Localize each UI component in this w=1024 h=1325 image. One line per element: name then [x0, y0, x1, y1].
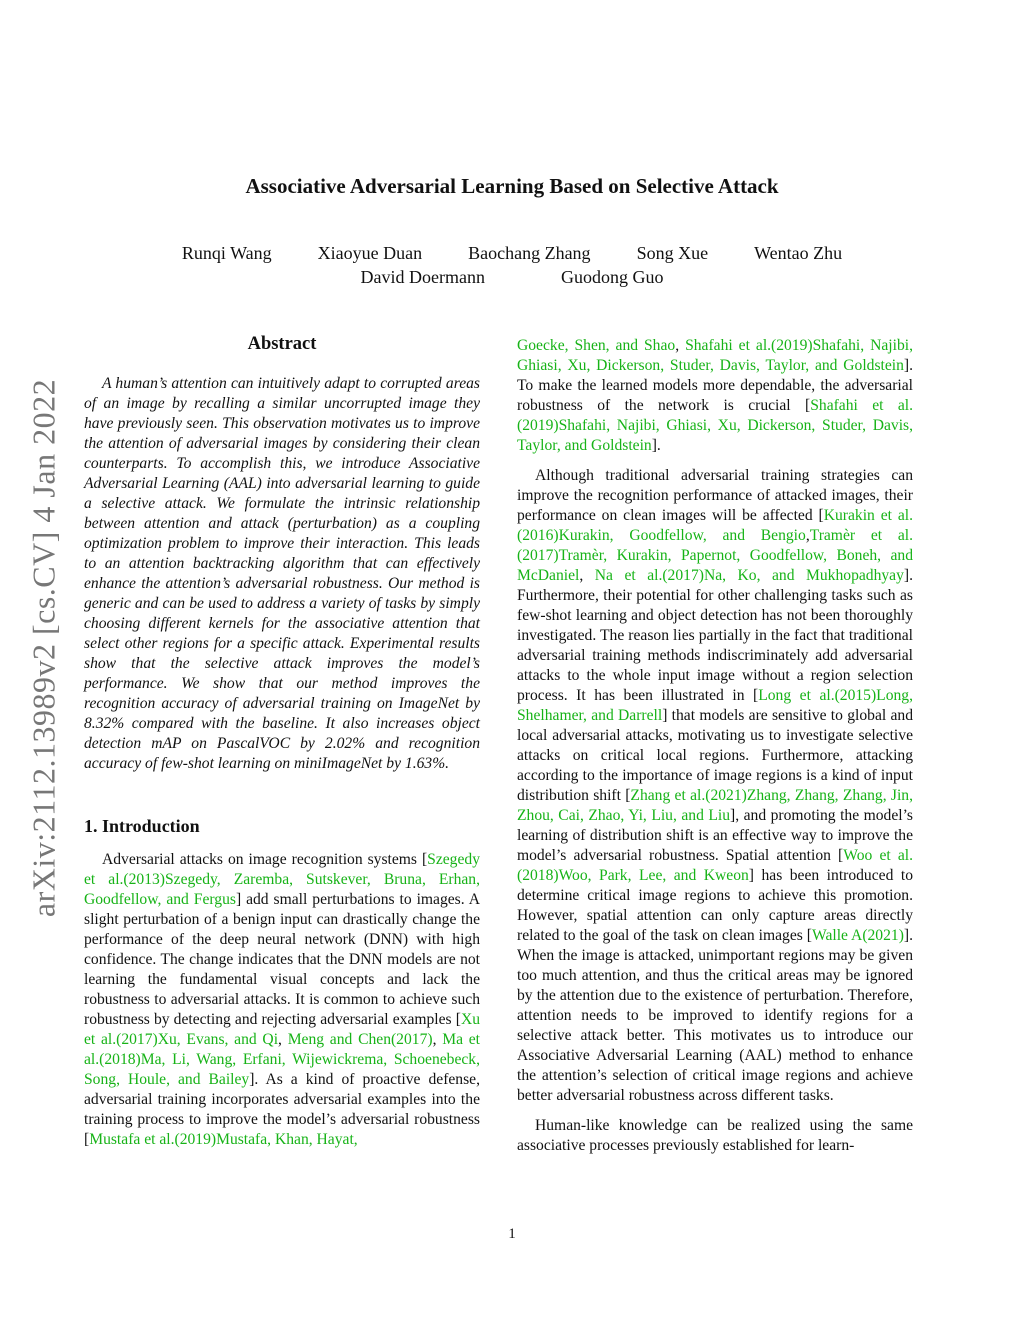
intro-paragraph [517, 466, 913, 1106]
author-name: David Doermann [360, 267, 485, 287]
citation-link[interactable]: Walle A(2021) [811, 927, 904, 944]
citation-link[interactable]: Tramèr et al.(2017)Tramèr, Kurakin, Papernot, Goodfellow, Boneh, and McDaniel [517, 527, 913, 584]
paragraph-text: ]. Furthermore, their potential for other challenging tasks such as few-shot learning and object detection has not been thoroughly investigated. The reason lies partially in the fact that traditional adversarial training methods indiscriminately add adversarial attacks to the whole input image without a region selection process. It has been illustrated in [ [517, 567, 913, 704]
author-name: Baochang Zhang [468, 243, 591, 263]
citation-link[interactable]: Ma et al.(2018)Ma, Li, Wang, Erfani, Wijewickrema, Schoenebeck, Song, Houle, and Bailey [84, 1031, 481, 1088]
paragraph-text: , [432, 1031, 443, 1048]
author-name: Wentao Zhu [754, 243, 843, 263]
abstract-heading: Abstract [247, 334, 317, 354]
left-column [84, 332, 480, 1160]
author-row [0, 265, 1024, 289]
author-row [0, 241, 1024, 265]
citation-link[interactable]: Shafahi et al.(2019)Shafahi, Najibi, Ghiasi, Xu, Dickerson, Studer, Davis, Taylor, and Goldstein [517, 397, 913, 454]
citation-link[interactable]: Shafahi et al.(2019)Shafahi, Najibi, Ghiasi, Xu, Dickerson, Studer, Davis, Taylor, and Goldstein [517, 337, 913, 374]
citation-link[interactable]: Na et al.(2017)Na, Ko, and Mukhopadhyay [594, 567, 904, 584]
paragraph-text: Although traditional adversarial training strategies can improve the recognition performance of attacked images, their performance on clean images will be affected [ [517, 467, 913, 524]
paragraph-text: Adversarial attacks on image recognition systems [ [102, 851, 428, 868]
paragraph-text: ]. [651, 437, 661, 454]
paper-title: Associative Adversarial Learning Based on Selective Attack [245, 174, 779, 198]
citation-link[interactable]: Woo et al.(2018)Woo, Park, Lee, and Kweon [517, 847, 914, 884]
abstract-body: A human’s attention can intuitively adapt to corrupted areas of an image by recalling a similar uncorrupted image they have previously seen. This observation motivates us to improve the attention of adversarial images by considering their clean counterparts. To accomplish this, we introduce Associative Adversarial Learning (AAL) into adversarial learning to guide a selective attack. We formulate the intrinsic relationship between attention and attack (perturbation) as a coupling optimization problem to improve their interaction. This leads to an attention backtracking algorithm that can effectively enhance the attention’s adversarial robustness. Our method is generic and can be used to address a variety of tasks by simply choosing different kernels for the associative attention that select other regions for a specific attack. Experimental results show that the selective attack improves the model’s performance. We show that our method improves the recognition accuracy of adversarial training on ImageNet by 8.32% compared with the baseline. It also increases object detection mAP on PascalVOC by 2.02% and recognition accuracy of few-shot learning on miniImageNet by 1.63%. [84, 375, 480, 772]
author-name: Runqi Wang [181, 243, 272, 263]
citation-link[interactable]: Zhang et al.(2021)Zhang, Zhang, Zhang, Jin, Zhou, Cai, Zhao, Yi, Liu, and Liu [517, 787, 913, 824]
author-name: Xiaoyue Duan [317, 243, 423, 263]
citation-link[interactable]: Meng and Chen(2017) [287, 1031, 433, 1048]
author-name: Guodong Guo [560, 267, 664, 287]
paragraph-text: ]. To make the learned models more dependable, the adversarial robustness of the network is crucial [ [517, 357, 913, 414]
intro-paragraph-continued [517, 336, 913, 456]
paragraph-text: , [278, 1031, 288, 1048]
intro-paragraph [517, 1116, 913, 1156]
citation-link[interactable]: Mustafa et al.(2019)Mustafa, Khan, Hayat, [89, 1131, 358, 1148]
paragraph-text: ], and promoting the model’s learning of distribution shift is an effective way to improve the model’s adversarial robustness. Spatial attention [ [517, 807, 913, 864]
citation-link[interactable]: Xu et al.(2017)Xu, Evans, and Qi [84, 1011, 480, 1048]
page-number: 1 [508, 1226, 516, 1242]
right-column [517, 336, 913, 1166]
citation-link[interactable]: Long et al.(2015)Long, Shelhamer, and Darrell [517, 687, 913, 724]
paragraph-text: ] add small perturbations to images. A slight perturbation of a benign input can drastically change the performance of the deep neural network (DNN) with high confidence. The change indicates that the DNN models are not learning the fundamental visual concepts and lack the robustness to adversarial attacks. It is common to achieve such robustness by detecting and rejecting adversarial examples [ [84, 891, 480, 1028]
author-name: Song Xue [636, 243, 709, 263]
paragraph-text: , [675, 337, 686, 354]
paragraph-text: ] that models are sensitive to global and local adversarial attacks, motivating us to investigate selective attacks on critical local regions. Furthermore, attacking according to the importance of image regions is a kind of input distribution shift [ [517, 707, 913, 804]
paragraph-text: ]. When the image is attacked, unimportant regions may be given too much attention, and thus the critical areas may be ignored by the attention due to the existence of perturbation. Therefore, attention needs to be improved to identify regions for a selective attack better. This motivates us to introduce our Associative Adversarial Learning (AAL) method to enhance the attention’s selection of critical image regions and achieve better adversarial robustness across different tasks. [517, 927, 913, 1104]
intro-paragraph [84, 850, 480, 1150]
paragraph-text: ] has been introduced to determine critical image regions to achieve this promotion. However, spatial attention can only capture areas directly related to the goal of the task on clean images [ [517, 867, 913, 944]
section-heading-introduction: 1. Introduction [84, 816, 200, 836]
citation-link[interactable]: Szegedy et al.(2013)Szegedy, Zaremba, Sutskever, Bruna, Erhan, Goodfellow, and Fergus [84, 851, 480, 908]
arxiv-identifier-stamp: arXiv:2112.13989v2 [cs.CV] 4 Jan 2022 [25, 378, 62, 918]
paragraph-text: Human-like knowledge can be realized using the same associative processes previously established for learn- [517, 1117, 913, 1154]
author-list [0, 241, 1024, 289]
paragraph-text: ]. As a kind of proactive defense, adversarial training incorporates adversarial examples into the training process to improve the model’s adversarial robustness [ [84, 1071, 480, 1148]
citation-link[interactable]: Goecke, Shen, and Shao [517, 337, 676, 354]
paragraph-text: , [805, 527, 810, 544]
citation-link[interactable]: Kurakin et al.(2016)Kurakin, Goodfellow, and Bengio [517, 507, 913, 544]
paragraph-text: , [579, 567, 595, 584]
